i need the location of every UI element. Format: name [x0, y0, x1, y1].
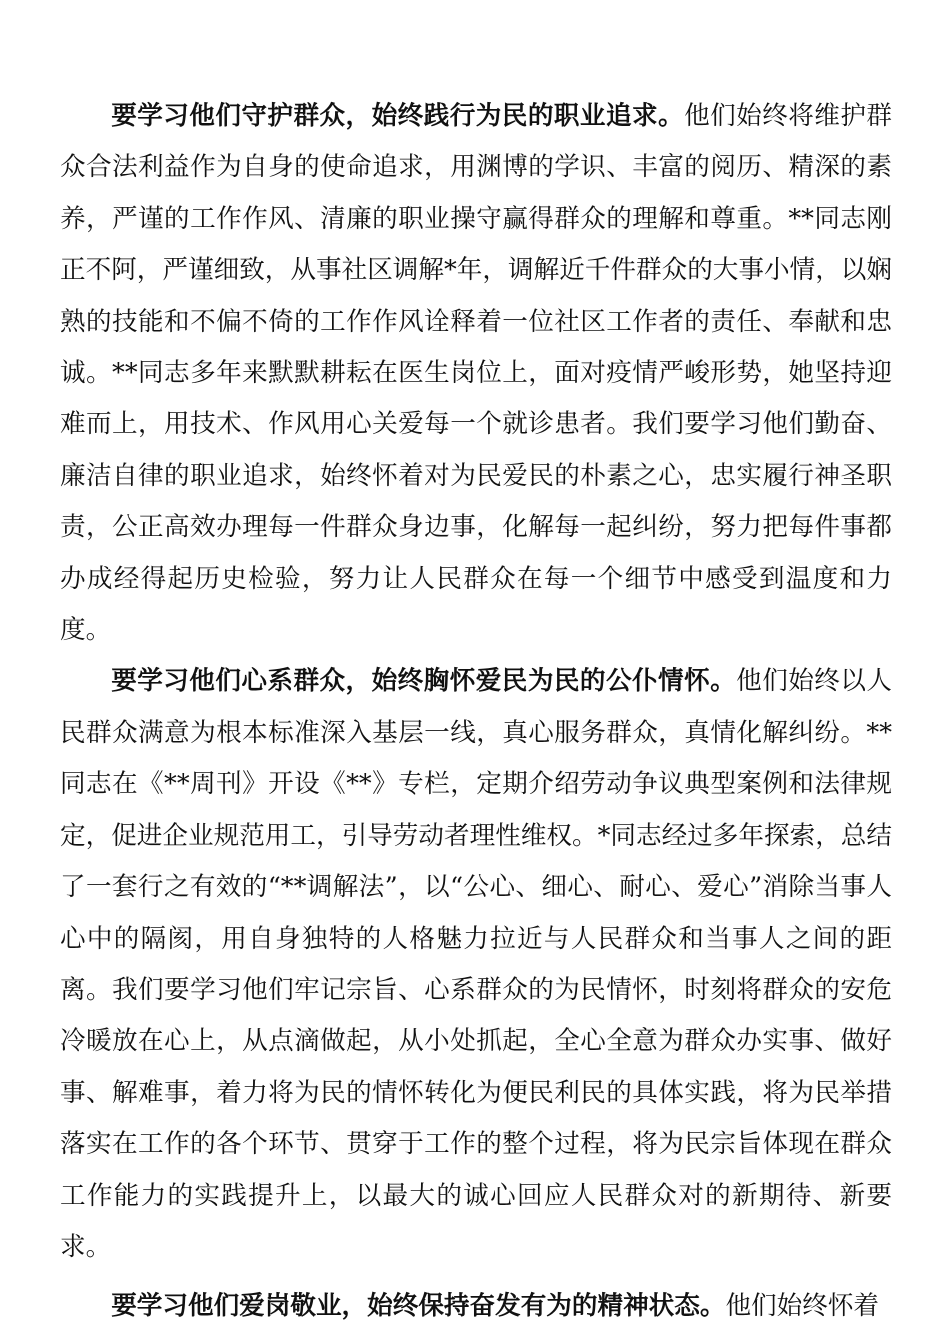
paragraph-body: 他们始终怀着 — [725, 1291, 880, 1322]
paragraph-care-for-people — [60, 656, 892, 1273]
paragraph-heading: 要学习他们爱岗敬业，始终保持奋发有为的精神状态。 — [111, 1291, 726, 1322]
document-page — [60, 91, 892, 1333]
paragraph-heading: 要学习他们心系群众，始终胸怀爱民为民的公仆情怀。 — [111, 666, 737, 697]
paragraph-heading: 要学习他们守护群众，始终践行为民的职业追求。 — [111, 101, 685, 131]
paragraph-serve-people — [60, 91, 892, 656]
paragraph-body: 他们始终将维护群众合法利益作为自身的使命追求，用渊博的学识、丰富的阅历、精深的素养，严谨的工作作风、清廉的职业操守赢得群众的理解和尊重。**同志刚正不阿，严谨细致，从事社区调解*年，调解近千件群众的大事小情，以娴熟的技能和不偏不倚的工作作风诠释着一位社区工作者的责任、奉献和忠诚。**同志多年来默默耕耘在医生岗位上，面对疫情严峻形势，她坚持迎难而上，用技术、作风用心关爱每一个就诊患者。我们要学习他们勤奋、廉洁自律的职业追求，始终怀着对为民爱民的朴素之心，忠实履行神圣职责，公正高效办理每一件群众身边事，化解每一起纠纷，努力把每件事都办成经得起历史检验，努力让人民群众在每一个细节中感受到温度和力度。 — [60, 101, 892, 646]
paragraph-body: 他们始终以人民群众满意为根本标准深入基层一线，真心服务群众，真情化解纠纷。**同志在《**周刊》开设《**》专栏，定期介绍劳动争议典型案例和法律规定，促进企业规范用工，引导劳动者理性维权。*同志经过多年探索，总结了一套行之有效的“**调解法”，以“公心、细心、耐心、爱心”消除当事人心中的隔阂，用自身独特的人格魅力拉近与人民群众和当事人之间的距离。我们要学习他们牢记宗旨、心系群众的为民情怀，时刻将群众的安危冷暖放在心上，从点滴做起，从小处抓起，全心全意为群众办实事、做好事、解难事，着力将为民的情怀转化为便民利民的具体实践，将为民举措落实在工作的各个环节、贯穿于工作的整个过程，将为民宗旨体现在群众工作能力的实践提升上，以最大的诚心回应人民群众对的新期待、新要求。 — [60, 666, 892, 1262]
paragraph-dedication — [60, 1281, 892, 1332]
